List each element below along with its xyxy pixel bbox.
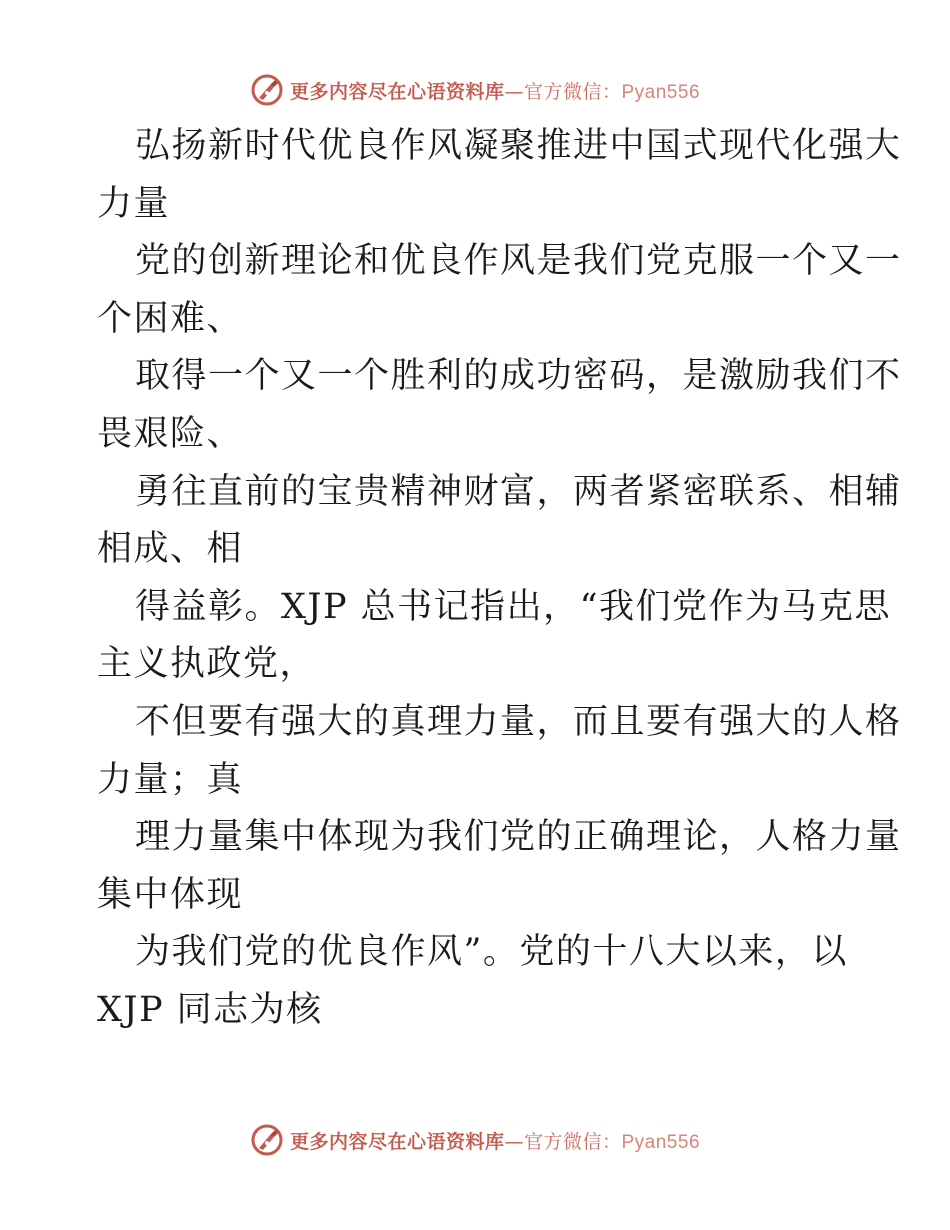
header-separator: — xyxy=(504,80,524,103)
body-line: 为我们党的优良作风”。党的十八大以来，以 xyxy=(135,932,848,973)
body-line: 勇往直前的宝贵精神财富，两者紧密联系、相辅 xyxy=(135,471,902,512)
header-wechat-label: 官方微信： xyxy=(523,80,622,103)
header-banner xyxy=(0,70,950,110)
body-line: 不但要有强大的真理力量，而且要有强大的人格 xyxy=(135,701,902,742)
body-line: 弘扬新时代优良作风凝聚推进中国式现代化强大 xyxy=(135,126,902,166)
body-line: 得益彰。XJP 总书记指出，“我们党作为马克思 xyxy=(135,586,892,627)
body-line: 力量 xyxy=(97,183,171,224)
body-line: 相成、相 xyxy=(97,529,244,570)
document-body xyxy=(97,118,902,1040)
body-line: 党的创新理论和优良作风是我们党克服一个又一 xyxy=(135,241,902,282)
body-line: 取得一个又一个胜利的成功密码，是激励我们不 xyxy=(135,356,902,397)
body-line: 理力量集中体现为我们党的正确理论，人格力量 xyxy=(135,817,902,858)
body-line: 力量；真 xyxy=(97,759,244,800)
pen-nib-logo-icon xyxy=(250,1123,284,1157)
header-wechat-handle: Pyan556 xyxy=(621,81,701,103)
footer-wechat-label: 官方微信： xyxy=(523,1130,622,1153)
header-site-name: 更多内容尽在心语资料库 xyxy=(289,80,505,103)
body-line: XJP 同志为核 xyxy=(97,989,323,1030)
body-line: 个困难、 xyxy=(97,298,244,339)
footer-banner-text xyxy=(290,1127,700,1154)
body-line: 畏艰险、 xyxy=(97,413,244,454)
footer-separator: — xyxy=(504,1130,524,1153)
pen-nib-logo-icon xyxy=(250,73,284,107)
body-line: 集中体现 xyxy=(97,874,244,915)
header-banner-text xyxy=(290,77,700,104)
footer-banner xyxy=(0,1120,950,1160)
footer-wechat-handle: Pyan556 xyxy=(621,1131,701,1153)
body-line: 主义执政党， xyxy=(97,644,317,685)
footer-site-name: 更多内容尽在心语资料库 xyxy=(289,1130,505,1153)
